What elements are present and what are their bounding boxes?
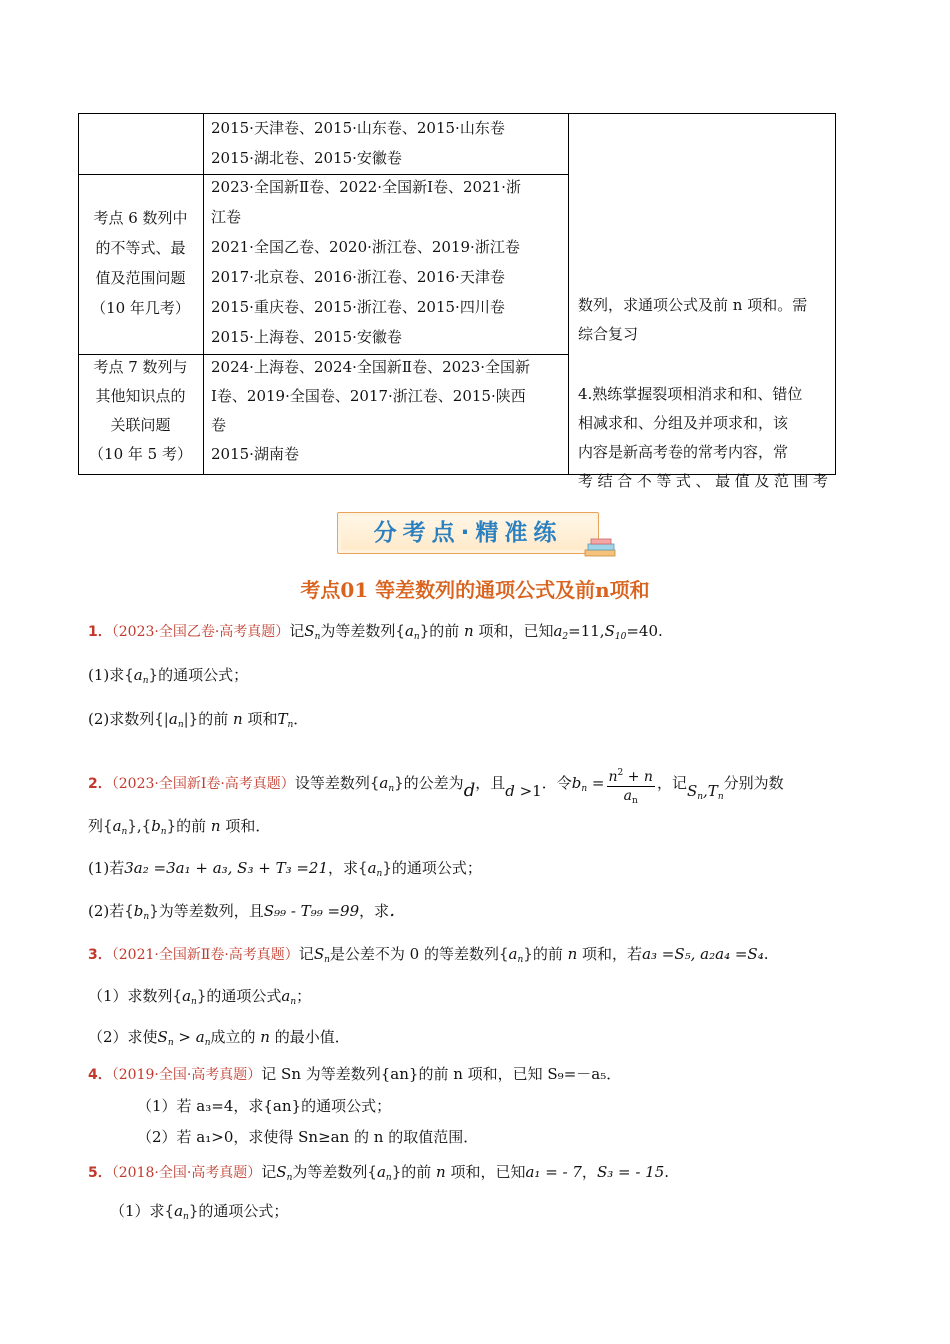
exam-line: 2021·全国乙卷、2020·浙江卷、2019·浙江卷 (211, 238, 520, 256)
section-banner: 分考点·精准练 (337, 512, 599, 554)
topic-line: 的不等式、最 (95, 239, 186, 257)
text: 的通项公式； (158, 666, 249, 684)
text: 设等差数列 (294, 774, 370, 792)
condition: a₁ = - 7 (525, 1163, 582, 1181)
note-line: 4.熟练掌握裂项相消求和和、错位 (578, 385, 803, 403)
text: 的前 (429, 622, 460, 640)
exam-line: 2015·天津卷、2015·山东卷、2015·山东卷 (211, 119, 505, 137)
exam-line: 2017·北京卷、2016·浙江卷、2016·天津卷 (211, 268, 505, 286)
text: （1）求数列 (88, 987, 173, 1005)
text: 项和，已知 (450, 1163, 526, 1181)
problem-2-stem: 2．（2023·全国新Ⅰ卷·高考真题）设等差数列$\{a_n\}$的公差为d，且d >1．令$b_n$ = $\frac{n^2 + n}{a_n}$ ，记$S_n,T_n$分别为数 (88, 764, 784, 810)
review-notes-a (578, 291, 830, 349)
problem-4-q1: （1）若 a₃=4，求{an}的通项公式； (137, 1097, 392, 1115)
text: 分别为数 (723, 774, 784, 792)
problem-1-stem: 1．（2023·全国乙卷·高考真题）记$S_n$为等差数列$\{a_n\}$的前 n 项和，已知$a_2=11,S_{10}=40$. (88, 622, 663, 642)
books-icon (583, 536, 619, 558)
problem-source: （2018·全国·高考真题） (111, 1165, 262, 1181)
condition: S₃ = - 15 (596, 1163, 665, 1181)
problem-3-q1: （1）求数列$\{a_n\}$的通项公式$a_n$； (88, 987, 312, 1007)
topic-line: 其他知识点的 (95, 387, 186, 405)
text: (1)求 (88, 666, 125, 684)
text: (1)若 (88, 859, 125, 877)
problem-1-q2: (2)求数列$\{|a_n|\}$的前 n 项和$T_n$． (88, 710, 309, 730)
text: 的前 (401, 1163, 432, 1181)
text: 列 (88, 817, 104, 835)
problem-source: （2019·全国·高考真题） (111, 1067, 262, 1083)
exam-line: 2015·上海卷、2015·安徽卷 (211, 328, 402, 346)
problem-3-stem: 3．（2021·全国新Ⅱ卷·高考真题）记$S_n$是公差不为 0 的等差数列$\{a_n\}$的前 n 项和，若a₃ =S₅, a₂a₄ =S₄. (88, 945, 769, 965)
problem-number: 3． (88, 947, 112, 963)
exam-line: Ⅰ卷、2019·全国卷、2017·浙江卷、2015·陕西 (211, 387, 526, 405)
exam-line: 卷 (211, 416, 227, 434)
text: 项和，已知 (478, 622, 554, 640)
text: ，且 (475, 774, 506, 792)
exam-statistics-table (78, 113, 836, 490)
text: 记 (289, 622, 305, 640)
review-notes-b (578, 380, 830, 496)
exam-line: 2024·上海卷、2024·全国新Ⅱ卷、2023·全国新 (211, 358, 531, 376)
problem-number: 1． (88, 624, 112, 640)
problem-5-q1: （1）求$\{a_n\}$的通项公式； (110, 1202, 289, 1222)
problem-4-q2: （2）若 a₁>0，求使得 Sn≥an 的 n 的取值范围． (137, 1128, 479, 1146)
text: ，求 (359, 902, 390, 920)
note-line: 内容是新高考卷的常考内容，常 (578, 443, 789, 461)
text: 的通项公式； (391, 859, 482, 877)
problem-number: 4． (88, 1067, 112, 1083)
problem-number: 2． (88, 776, 112, 792)
exam-line: 江卷 (211, 208, 242, 226)
text: 的前 (198, 710, 229, 728)
row1-exams (211, 113, 566, 173)
text: 的通项公式 (206, 987, 282, 1005)
topic-line: （10 年几考） (91, 299, 190, 317)
text: 项和． (225, 817, 271, 835)
row2-exams (211, 172, 566, 352)
row3-topic (78, 353, 203, 469)
topic-line: 关联问题 (110, 416, 171, 434)
text: 的前 (532, 945, 563, 963)
text: 项和，若 (582, 945, 643, 963)
text: 是公差不为 0 的等差数列 (329, 945, 499, 963)
condition: =11, (568, 622, 605, 640)
condition: a₃ =S₅, a₂a₄ =S₄ (642, 945, 764, 963)
section-title: 考点01 等差数列的通项公式及前n项和 (300, 578, 650, 602)
text: ．令 (541, 774, 572, 792)
problem-3-q2: （2）求使$S_n > a_n$成立的 n 的最小值． (88, 1028, 350, 1048)
problem-source: （2023·全国乙卷·高考真题） (111, 624, 290, 640)
topic-line: 考点 7 数列与 (93, 358, 188, 376)
note-line: 相减求和、分组及并项求和，该 (578, 414, 789, 432)
problem-source: （2023·全国新Ⅰ卷·高考真题） (111, 776, 295, 792)
text: ． (389, 900, 408, 921)
condition: S₉₉ - T₉₉ =99 (263, 902, 360, 920)
note-line: 考结合不等式、最值及范围考 (578, 472, 830, 490)
text: （2）求使 (88, 1028, 158, 1046)
topic-line: （10 年 5 考） (89, 445, 192, 463)
problem-4-stem (88, 1063, 621, 1086)
condition: =40 (626, 622, 658, 640)
text: ； (296, 987, 312, 1005)
note-line: 数列，求通项公式及前 n 项和。需 (578, 296, 808, 314)
text: 的最小值． (274, 1028, 350, 1046)
exam-line: 2015·湖南卷 (211, 445, 299, 463)
topic-line: 考点 6 数列中 (93, 209, 188, 227)
text: ，记 (656, 774, 687, 792)
note-line: 综合复习 (578, 325, 639, 343)
text: 成立的 (210, 1028, 256, 1046)
text: 的前 (176, 817, 207, 835)
text: 为等差数列 (292, 1163, 368, 1181)
text: 的通项公式； (198, 1202, 289, 1220)
text: 记 (298, 945, 314, 963)
text: 记 (261, 1163, 277, 1181)
problem-2-stem-cont: 列$\{a_n\},\{b_n\}$的前 n 项和． (88, 817, 271, 837)
text: ． (293, 710, 309, 728)
exam-line: 2015·重庆卷、2015·浙江卷、2015·四川卷 (211, 298, 505, 316)
problem-source: （2021·全国新Ⅱ卷·高考真题） (111, 947, 299, 963)
problem-2-q2: (2)若$\{b_n\}$为等差数列，且S₉₉ - T₉₉ =99，求． (88, 900, 408, 922)
problem-number: 5． (88, 1165, 112, 1181)
text: 项和 (247, 710, 278, 728)
text: 为等差数列 (320, 622, 396, 640)
row3-exams (211, 353, 566, 469)
topic-line: 值及范围问题 (95, 269, 186, 287)
exam-line: 2023·全国新Ⅱ卷、2022·全国新Ⅰ卷、2021·浙 (211, 178, 521, 196)
text: ， (581, 1163, 597, 1181)
problem-2-q1: (1)若3a₂ =3a₁ + a₃, S₃ + T₃ =21，求$\{a_n\}$的通项公式； (88, 859, 482, 879)
text: （1）求 (110, 1202, 165, 1220)
condition: 3a₂ =3a₁ + a₃, S₃ + T₃ =21 (124, 859, 329, 877)
text: 记 Sn 为等差数列{an}的前 n 项和，已知 S₉=－a₅． (261, 1065, 622, 1083)
problem-5-stem: 5．（2018·全国·高考真题）记$S_n$为等差数列$\{a_n\}$的前 n 项和，已知a₁ = - 7，S₃ = - 15. (88, 1163, 670, 1183)
text: (2)求数列 (88, 710, 155, 728)
text: (2)若 (88, 902, 125, 920)
text: 的公差为 (403, 774, 464, 792)
text: ，求 (328, 859, 359, 877)
exam-line: 2015·湖北卷、2015·安徽卷 (211, 149, 402, 167)
problem-1-q1: (1)求$\{a_n\}$的通项公式； (88, 666, 249, 686)
text: 为等差数列，且 (158, 902, 264, 920)
row2-topic (78, 203, 203, 323)
